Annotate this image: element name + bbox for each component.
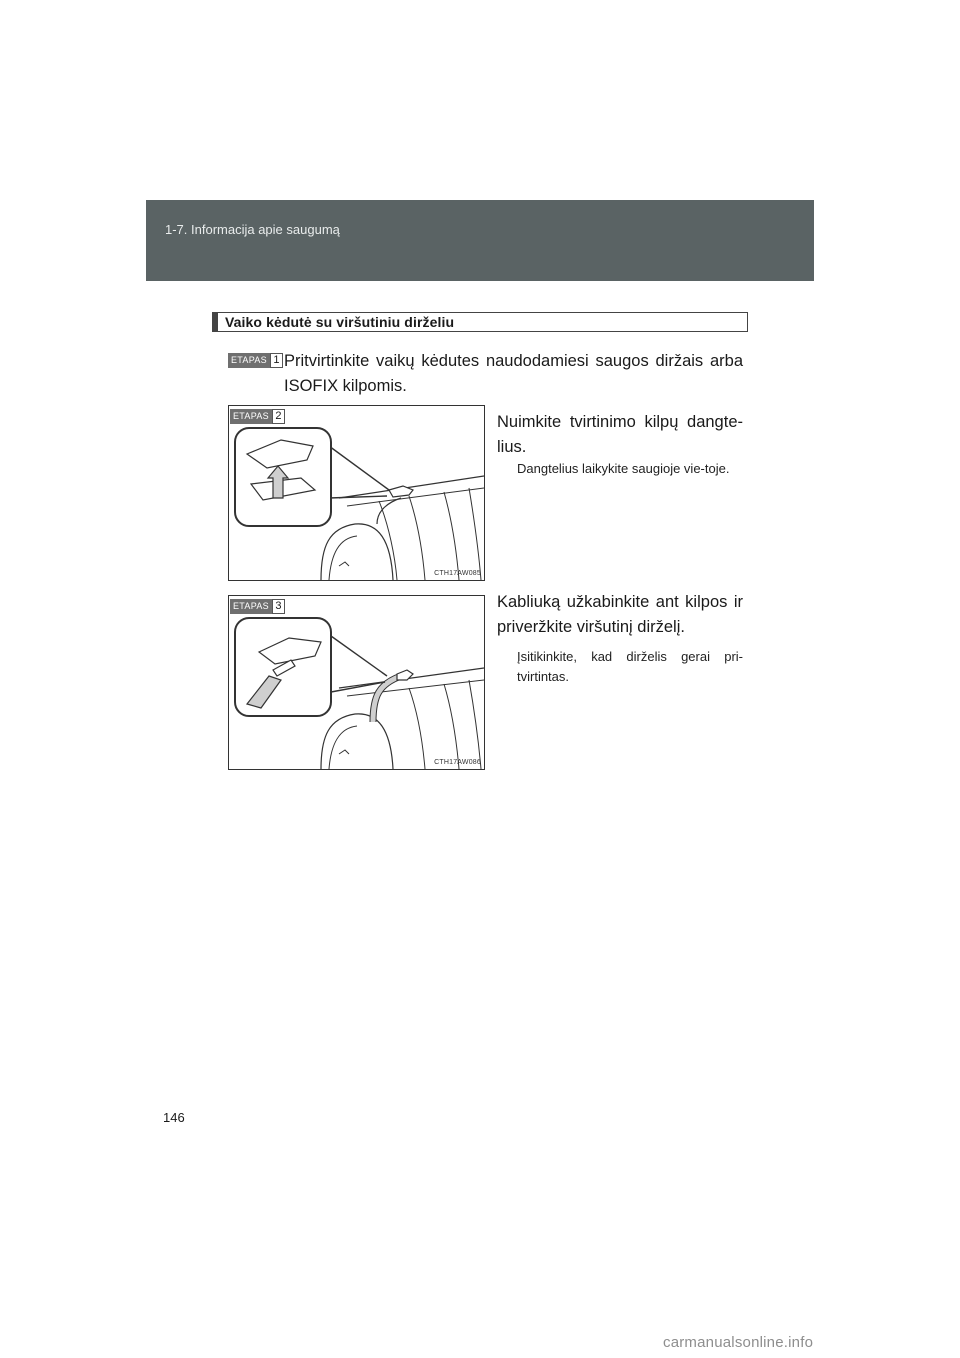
step-3-text: Kabliuką užkabinkite ant kilpos ir priveržkite viršutinį dirželį. <box>497 593 743 636</box>
step-2-note: Dangtelius laikykite saugioje vie-toje. <box>517 461 730 476</box>
step-badge-word: ETAPAS <box>230 599 272 614</box>
step-badge-number: 3 <box>272 599 285 614</box>
step-1-badge <box>228 353 283 368</box>
section-accent <box>213 313 218 331</box>
section-title: Vaiko kėdutė su viršutiniu dirželiu <box>225 314 455 330</box>
step-badge-word: ETAPAS <box>228 353 270 368</box>
step-2-figure <box>228 405 485 581</box>
step-2-text: Nuimkite tvirtinimo kilpų dangte-lius. <box>497 413 743 456</box>
section-heading <box>212 312 748 332</box>
step-badge-number: 1 <box>270 353 283 368</box>
step-badge-number: 2 <box>272 409 285 424</box>
step-3-note: Įsitikinkite, kad dirželis gerai pri-tvirtintas. <box>517 649 743 684</box>
step-1-text: Pritvirtinkite vaikų kėdutes naudodamiesi saugos diržais arba ISOFIX kilpomis. <box>284 352 743 395</box>
figure-code: CTH17AW086 <box>434 759 481 766</box>
watermark[interactable]: carmanualsonline.info <box>663 1334 814 1351</box>
figure-code: CTH17AW085 <box>434 570 481 577</box>
header-band <box>146 200 814 281</box>
step-badge-word: ETAPAS <box>230 409 272 424</box>
breadcrumb: 1-7. Informacija apie saugumą <box>165 222 340 237</box>
step-3-badge <box>230 599 285 614</box>
tether-strap-illustration <box>229 596 484 769</box>
step-3-figure <box>228 595 485 770</box>
page-number: 146 <box>163 1110 185 1125</box>
step-2-badge <box>230 409 285 424</box>
anchor-cover-illustration <box>229 406 484 580</box>
